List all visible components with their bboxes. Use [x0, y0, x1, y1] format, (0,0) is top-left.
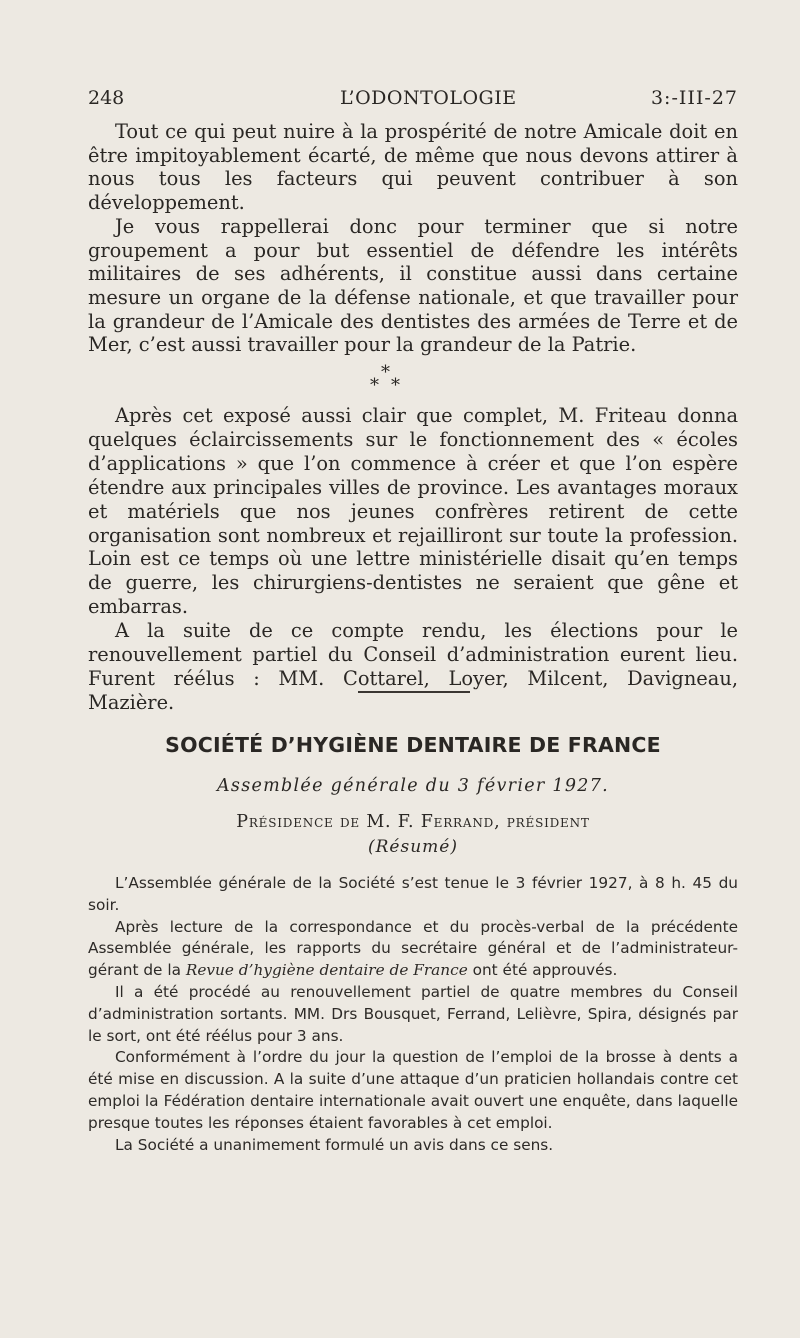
paragraph: L’Assemblée générale de la Société s’est tenue le 3 février 1927, à 8 h. 45 du soir. — [88, 874, 738, 914]
asterism-star: * — [370, 375, 379, 396]
page-number: 248 — [88, 87, 125, 109]
paragraph: Je vous rappellerai donc pour terminer que si notre groupement a pour but essentiel de défendre les intérêts militaires de ses adhérents, il constitue aussi dans certaine mesure un organe de la défense nationale, et que travailler pour la grandeur de l’Amicale des dentistes des armées de Terre et de Mer, c’est aussi travailler pour la grandeur de la Patrie. — [88, 214, 738, 357]
paragraph: Tout ce qui peut nuire à la prospérité de notre Amicale doit en être impitoyablement écarté, de même que nous devons attirer à nous tous les facteurs qui peuvent contribuer à son développement. — [88, 120, 738, 215]
text-run: Après lecture de la correspondance et du procès-verbal de la précédente Assemblée générale, les rapports du secrétaire général et de l’administrateur-gérant de la — [88, 917, 738, 980]
paragraph: Il a été procédé au renouvellement partiel de quatre membres du Conseil d’administration sortants. MM. Drs Bousquet, Ferrand, Lelièvre, Spira, désignés par le sort, ont été réélus pour 3 ans. — [88, 982, 738, 1045]
journal-title: L’ODONTOLOGIE — [340, 87, 517, 109]
paragraph — [88, 917, 738, 982]
asterism-divider — [370, 362, 410, 402]
paragraph: Après cet exposé aussi clair que complet, M. Friteau donna quelques éclaircissements sur le fonctionnement des « écoles d’applications » que l’on commence à créer et que l’on espère étendre aux principales villes de province. Les avantages moraux et matériels que nos jeunes confrères retirent de cette organisation sont nombreux et rejailliront sur toute la profession. Loin est ce temps où une lettre ministérielle disait qu’en temps de guerre, les chirurgiens-dentistes ne seraient que gêne et embarras. — [88, 404, 738, 619]
asterism-star: * — [391, 375, 400, 396]
society-heading: SOCIÉTÉ D’HYGIÈNE DENTAIRE DE FRANCE — [165, 733, 661, 757]
paragraph: A la suite de ce compte rendu, les élections pour le renouvellement partiel du Conseil d’administration eurent lieu. Furent réélus : MM. Cottarel, Loyer, Milcent, Davigneau, Mazière. — [88, 619, 738, 714]
issue-date: 3:-III-27 — [650, 87, 738, 109]
society-minutes — [88, 873, 738, 1156]
friteau-report — [88, 404, 738, 715]
text-run: ont été approuvés. — [467, 961, 618, 980]
summary-label: (Résumé) — [368, 837, 458, 857]
section-rule — [358, 691, 470, 693]
paragraph: La Société a unanimement formulé un avis dans ce sens. — [115, 1135, 554, 1154]
assembly-subtitle: Assemblée générale du 3 février 1927. — [216, 776, 610, 796]
presidency-line: Présidence de M. F. Ferrand, président — [236, 812, 590, 832]
paragraph: Conformément à l’ordre du jour la question de l’emploi de la brosse à dents a été mise en discussion. A la suite d’une attaque d’un praticien hollandais contre cet emploi la Fédération dentaire internationale avait ouvert une enquête, dans laquelle presque toutes les réponses étaient favorables à cet emploi. — [88, 1048, 738, 1132]
running-header — [88, 87, 738, 117]
review-title: Revue d’hygiène dentaire de France — [185, 961, 468, 980]
asterism-star: * — [381, 362, 390, 383]
amicale-speech-conclusion — [88, 120, 738, 357]
